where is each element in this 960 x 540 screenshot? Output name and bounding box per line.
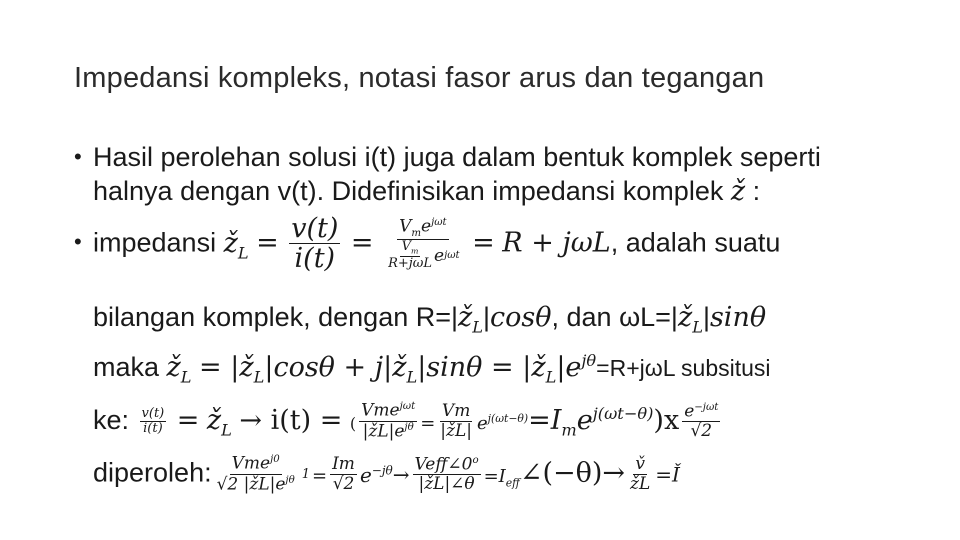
- bullet1-line2-text: halnya dengan v(t). Didefinisikan impedansi komplek: [93, 176, 724, 206]
- fraction-vt-it: $\frac{v(t)}{i(t)}$: [291, 213, 339, 275]
- line-r-and-wl: bilangan komplek, dengan $R=|ž_L|\cos\theta$, dan $\omega L=|ž_L|\sin\theta$: [93, 302, 767, 337]
- bullet-dot-icon: •: [74, 144, 82, 169]
- bullet-item-2: [74, 215, 894, 500]
- line-substitution: ke: $\frac{v(t)}{i(t)}$ = $ž_L \to i(t)$ = ( $\frac{Vme^{j\omega t}}{|žL|e^{j\theta}}$ = $\frac{Vm}{|žL|}$ $e^{j(\omega t-\theta)}=I_me^{j(\omega t-\theta)})x$ $\frac{e^{-j\omega t}}{√2}$: [93, 400, 719, 442]
- equals-sign: =: [256, 227, 279, 259]
- slide-body: [74, 140, 894, 500]
- impedansi-label: impedansi: [93, 227, 217, 258]
- equals-sign: =: [350, 227, 374, 259]
- bullet-item-1: [74, 140, 894, 209]
- impedance-definition: [93, 215, 894, 274]
- r-plus-jwl: R + jωL: [502, 227, 611, 259]
- slide-title: Impedansi kompleks, notasi fasor arus dan tegangan: [74, 62, 765, 94]
- bullet-dot-icon: •: [74, 229, 82, 254]
- line-diperoleh: diperoleh: $\frac{Vme^{j0}}{√2 |žL|e^{j\theta}}$ 1 = $\frac{Im}{√2}$ $e^{-j\theta}\to$ $\frac{Veff\angle 0^o}{|žL|\angle\theta}$ $=I_{eff}\angle(-\theta)\to$ $\frac{v̌}{žL}$ =Ǐ: [93, 453, 680, 495]
- fraction-phasor: $V_me^{j\omega t}$ $\frac{V_m}{\text{R+jωL}}$ e jωt: [388, 216, 460, 272]
- equals-sign: =: [472, 227, 495, 259]
- impedance-symbol: ž: [730, 176, 746, 207]
- bullet2-tail: , adalah suatu: [610, 227, 781, 258]
- zl-symbol: $ž_L$: [223, 227, 249, 263]
- bullet1-line2: [93, 174, 894, 209]
- bullet1-line1: Hasil perolehan solusi i(t) juga dalam bentuk komplek seperti: [93, 142, 821, 172]
- line-maka: maka $ž_L$ = $|ž_L|\cos\theta$ + $j|ž_L|\sin\theta$ = $|ž_L|e^{j\theta}=R+j\omega L$ subsitusi: [93, 351, 771, 387]
- bullet1-colon: :: [752, 176, 761, 206]
